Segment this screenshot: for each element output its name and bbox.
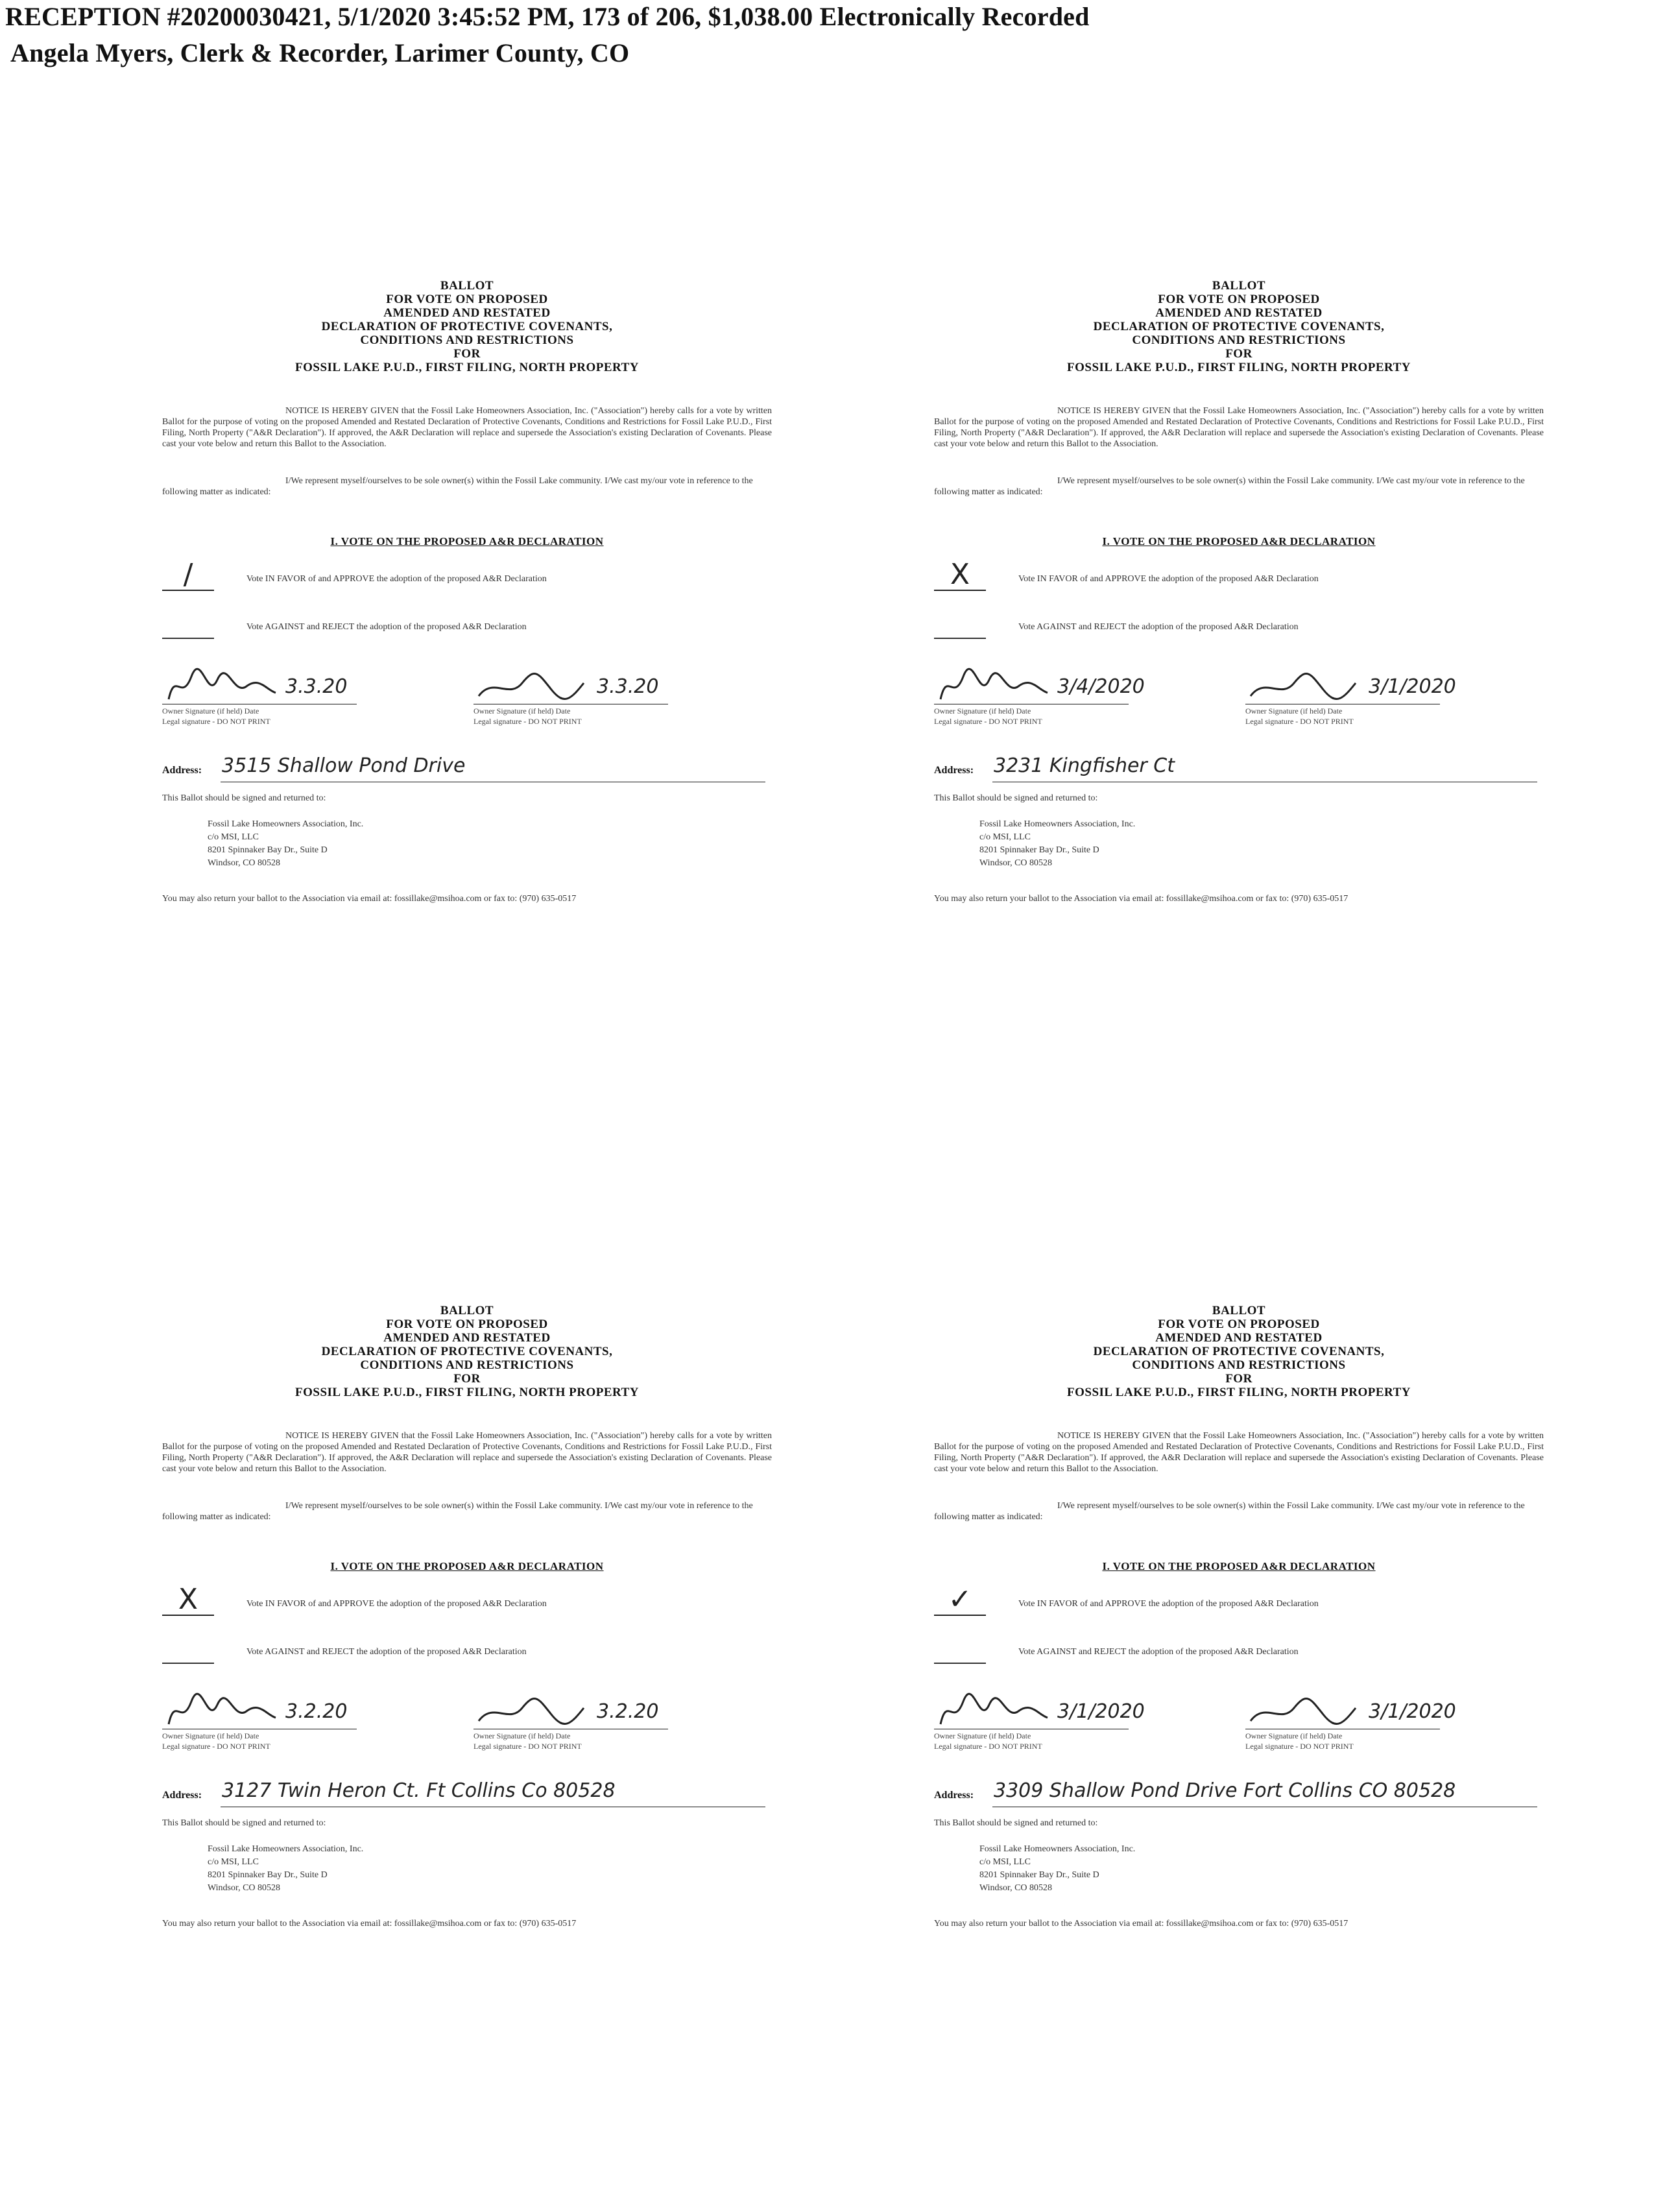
ballot-title-line: CONDITIONS AND RESTRICTIONS	[360, 1358, 574, 1372]
ballot-title-line: FOSSIL LAKE P.U.D., FIRST FILING, NORTH PROPERTY	[295, 361, 639, 374]
signature-block-1[interactable]	[162, 1689, 357, 1760]
section-heading: I. VOTE ON THE PROPOSED A&R DECLARATION	[1102, 1560, 1376, 1572]
signature-block-2[interactable]	[1245, 1689, 1456, 1760]
vote-favor-row[interactable]	[934, 557, 1544, 596]
legal-caption: Legal signature - DO NOT PRINT	[473, 1742, 582, 1751]
ballot-title-line: FOR	[453, 347, 481, 361]
ballot-title-line: DECLARATION OF PROTECTIVE COVENANTS,	[1093, 1345, 1385, 1358]
vote-favor-row[interactable]	[162, 557, 772, 596]
email-fax-note: You may also return your ballot to the Association via email at: fossillake@msihoa.com or fax to: (970) 635-0517	[162, 894, 577, 904]
association-address-line: c/o MSI, LLC	[208, 832, 259, 842]
signature-block-1[interactable]	[934, 1689, 1145, 1760]
signature-block-1[interactable]	[934, 664, 1145, 735]
vote-against-label: Vote AGAINST and REJECT the adoption of the proposed A&R Declaration	[246, 622, 527, 632]
ballot-title-line: FOR	[1225, 1372, 1252, 1386]
address-row[interactable]	[162, 1779, 772, 1812]
ballot-title-line: FOR VOTE ON PROPOSED	[1158, 293, 1320, 306]
signature-date: 3.3.20	[597, 675, 659, 698]
legal-caption: Legal signature - DO NOT PRINT	[162, 717, 270, 726]
signature-row	[934, 664, 1544, 748]
ballot-3	[162, 1304, 772, 2050]
signature-date: 3/1/2020	[1369, 1700, 1456, 1723]
vote-favor-label: Vote IN FAVOR of and APPROVE the adoption of the proposed A&R Declaration	[246, 574, 547, 584]
vote-favor-mark[interactable]: X	[162, 1585, 214, 1616]
ballot-title-line: FOR VOTE ON PROPOSED	[386, 1317, 548, 1331]
signature-row	[162, 1689, 772, 1773]
email-fax-note: You may also return your ballot to the Association via email at: fossillake@msihoa.com or fax to: (970) 635-0517	[934, 894, 1348, 904]
return-instructions: This Ballot should be signed and returned to:	[934, 1818, 1098, 1828]
association-address-line: Fossil Lake Homeowners Association, Inc.	[208, 1844, 364, 1854]
email-fax-note: You may also return your ballot to the Association via email at: fossillake@msihoa.com or fax to: (970) 635-0517	[934, 1919, 1348, 1929]
signature-date: 3/1/2020	[1369, 675, 1456, 698]
association-address	[979, 1843, 1544, 1895]
address-value[interactable]: 3515 Shallow Pond Drive	[222, 754, 466, 777]
association-address-line: Fossil Lake Homeowners Association, Inc.	[208, 819, 364, 829]
address-label: Address:	[934, 1790, 974, 1801]
address-row[interactable]	[934, 754, 1544, 787]
ballot-title-line: FOSSIL LAKE P.U.D., FIRST FILING, NORTH PROPERTY	[1067, 1386, 1411, 1399]
legal-caption: Legal signature - DO NOT PRINT	[1245, 717, 1354, 726]
association-address-line: 8201 Spinnaker Bay Dr., Suite D	[979, 845, 1099, 855]
ballot-title-line: AMENDED AND RESTATED	[383, 306, 551, 320]
ballot-title-line: CONDITIONS AND RESTRICTIONS	[1132, 333, 1346, 347]
section-heading: I. VOTE ON THE PROPOSED A&R DECLARATION	[330, 1560, 604, 1572]
ballot-title	[162, 1304, 772, 1399]
association-address-line: 8201 Spinnaker Bay Dr., Suite D	[208, 845, 328, 855]
address-row[interactable]	[934, 1779, 1544, 1812]
association-address-line: c/o MSI, LLC	[979, 832, 1031, 842]
signature-block-1[interactable]	[162, 664, 357, 735]
vote-favor-row[interactable]	[162, 1582, 772, 1621]
signature-block-2[interactable]	[1245, 664, 1456, 735]
vote-favor-row[interactable]	[934, 1582, 1544, 1621]
vote-favor-mark[interactable]: X	[934, 560, 986, 591]
address-label: Address:	[934, 765, 974, 776]
ballot-title-line: BALLOT	[1212, 279, 1266, 293]
owner-caption: Owner Signature (if held) Date	[473, 1731, 571, 1740]
signature-date: 3.2.20	[285, 1700, 348, 1723]
vote-favor-label: Vote IN FAVOR of and APPROVE the adoption of the proposed A&R Declaration	[1018, 574, 1319, 584]
signature-date: 3/1/2020	[1057, 1700, 1145, 1723]
vote-against-mark[interactable]	[162, 608, 214, 639]
association-address-line: Windsor, CO 80528	[208, 1883, 281, 1893]
vote-favor-label: Vote IN FAVOR of and APPROVE the adoption of the proposed A&R Declaration	[1018, 1599, 1319, 1609]
ballot-title	[934, 279, 1544, 374]
vote-against-label: Vote AGAINST and REJECT the adoption of the proposed A&R Declaration	[1018, 622, 1299, 632]
ballot-title-line: AMENDED AND RESTATED	[383, 1331, 551, 1345]
ballot-title-line: DECLARATION OF PROTECTIVE COVENANTS,	[321, 1345, 613, 1358]
association-address	[208, 818, 772, 870]
association-address-line: 8201 Spinnaker Bay Dr., Suite D	[979, 1870, 1099, 1880]
vote-against-label: Vote AGAINST and REJECT the adoption of the proposed A&R Declaration	[246, 1647, 527, 1657]
return-instructions: This Ballot should be signed and returned to:	[162, 1818, 326, 1828]
association-address-line: Windsor, CO 80528	[979, 858, 1053, 868]
vote-against-row[interactable]	[934, 605, 1544, 644]
vote-favor-mark[interactable]: /	[162, 560, 214, 591]
ballot-title-line: FOR	[1225, 347, 1252, 361]
ballot-title-line: BALLOT	[440, 1304, 494, 1317]
owner-caption: Owner Signature (if held) Date	[1245, 1731, 1343, 1740]
ballot-title-line: DECLARATION OF PROTECTIVE COVENANTS,	[321, 320, 613, 333]
vote-against-mark[interactable]	[934, 1633, 986, 1664]
representation-paragraph: I/We represent myself/ourselves to be sole owner(s) within the Fossil Lake community. I/We cast my/our vote in reference to the following matter as indicated:	[162, 1501, 753, 1522]
signature-block-2[interactable]	[473, 1689, 668, 1760]
association-address-line: Fossil Lake Homeowners Association, Inc.	[979, 1844, 1136, 1854]
vote-against-row[interactable]	[934, 1630, 1544, 1669]
ballot-title-line: FOR VOTE ON PROPOSED	[386, 293, 548, 306]
section-heading: I. VOTE ON THE PROPOSED A&R DECLARATION	[1102, 535, 1376, 547]
association-address-line: Fossil Lake Homeowners Association, Inc.	[979, 819, 1136, 829]
representation-paragraph: I/We represent myself/ourselves to be sole owner(s) within the Fossil Lake community. I/We cast my/our vote in reference to the following matter as indicated:	[162, 476, 753, 497]
owner-caption: Owner Signature (if held) Date	[162, 1731, 259, 1740]
signature-date: 3.3.20	[285, 675, 348, 698]
address-value[interactable]: 3231 Kingfisher Ct	[994, 754, 1175, 777]
recording-header: RECEPTION #20200030421, 5/1/2020 3:45:52 PM, 173 of 206, $1,038.00 Electronically Recorded	[5, 2, 1090, 31]
ballot-title-line: BALLOT	[440, 279, 494, 293]
owner-caption: Owner Signature (if held) Date	[934, 706, 1031, 715]
vote-against-row[interactable]	[162, 605, 772, 644]
ballot-2	[934, 279, 1544, 1025]
notice-paragraph: NOTICE IS HEREBY GIVEN that the Fossil Lake Homeowners Association, Inc. ("Association") hereby calls for a vote by written Ballot for the purpose of voting on the proposed Amended and Restated Declaration of Protective Covenants, Conditions and Restrictions for Fossil Lake P.U.D., First Filing, North Property ("A&R Declaration"). If approved, the A&R Declaration will replace and supersede the Association's existing Declaration of Covenants. Please cast your vote below and return this Ballot to the Association.	[934, 1431, 1544, 1474]
ballot-title-line: FOR VOTE ON PROPOSED	[1158, 1317, 1320, 1331]
address-label: Address:	[162, 1790, 202, 1801]
legal-caption: Legal signature - DO NOT PRINT	[934, 1742, 1042, 1751]
ballot-title	[934, 1304, 1544, 1399]
signature-row	[162, 664, 772, 748]
ballot-title-line: AMENDED AND RESTATED	[1155, 1331, 1323, 1345]
legal-caption: Legal signature - DO NOT PRINT	[473, 717, 582, 726]
association-address	[208, 1843, 772, 1895]
owner-caption: Owner Signature (if held) Date	[934, 1731, 1031, 1740]
ballot-title-line: CONDITIONS AND RESTRICTIONS	[1132, 1358, 1346, 1372]
address-value[interactable]: 3127 Twin Heron Ct. Ft Collins Co 80528	[222, 1779, 616, 1802]
ballot-title-line: BALLOT	[1212, 1304, 1266, 1317]
association-address-line: c/o MSI, LLC	[979, 1857, 1031, 1867]
notice-paragraph: NOTICE IS HEREBY GIVEN that the Fossil Lake Homeowners Association, Inc. ("Association") hereby calls for a vote by written Ballot for the purpose of voting on the proposed Amended and Restated Declaration of Protective Covenants, Conditions and Restrictions for Fossil Lake P.U.D., First Filing, North Property ("A&R Declaration"). If approved, the A&R Declaration will replace and supersede the Association's existing Declaration of Covenants. Please cast your vote below and return this Ballot to the Association.	[162, 1431, 772, 1474]
vote-against-row[interactable]	[162, 1630, 772, 1669]
ballot-1	[162, 279, 772, 1025]
ballot-title-line: FOSSIL LAKE P.U.D., FIRST FILING, NORTH PROPERTY	[1067, 361, 1411, 374]
ballot-title-line: DECLARATION OF PROTECTIVE COVENANTS,	[1093, 320, 1385, 333]
notice-paragraph: NOTICE IS HEREBY GIVEN that the Fossil Lake Homeowners Association, Inc. ("Association") hereby calls for a vote by written Ballot for the purpose of voting on the proposed Amended and Restated Declaration of Protective Covenants, Conditions and Restrictions for Fossil Lake P.U.D., First Filing, North Property ("A&R Declaration"). If approved, the A&R Declaration will replace and supersede the Association's existing Declaration of Covenants. Please cast your vote below and return this Ballot to the Association.	[934, 406, 1544, 449]
representation-paragraph: I/We represent myself/ourselves to be sole owner(s) within the Fossil Lake community. I/We cast my/our vote in reference to the following matter as indicated:	[934, 1501, 1525, 1522]
notice-paragraph: NOTICE IS HEREBY GIVEN that the Fossil Lake Homeowners Association, Inc. ("Association") hereby calls for a vote by written Ballot for the purpose of voting on the proposed Amended and Restated Declaration of Protective Covenants, Conditions and Restrictions for Fossil Lake P.U.D., First Filing, North Property ("A&R Declaration"). If approved, the A&R Declaration will replace and supersede the Association's existing Declaration of Covenants. Please cast your vote below and return this Ballot to the Association.	[162, 406, 772, 449]
ballot-4	[934, 1304, 1544, 2050]
association-address-line: Windsor, CO 80528	[208, 858, 281, 868]
owner-caption: Owner Signature (if held) Date	[162, 706, 259, 715]
legal-caption: Legal signature - DO NOT PRINT	[162, 1742, 270, 1751]
return-instructions: This Ballot should be signed and returned to:	[162, 793, 326, 803]
recorder-name: Angela Myers, Clerk & Recorder, Larimer County, CO	[10, 38, 630, 67]
return-instructions: This Ballot should be signed and returned to:	[934, 793, 1098, 803]
association-address-line: Windsor, CO 80528	[979, 1883, 1053, 1893]
email-fax-note: You may also return your ballot to the Association via email at: fossillake@msihoa.com or fax to: (970) 635-0517	[162, 1919, 577, 1929]
address-label: Address:	[162, 765, 202, 776]
ballot-title-line: FOR	[453, 1372, 481, 1386]
association-address-line: 8201 Spinnaker Bay Dr., Suite D	[208, 1870, 328, 1880]
representation-paragraph: I/We represent myself/ourselves to be sole owner(s) within the Fossil Lake community. I/We cast my/our vote in reference to the following matter as indicated:	[934, 476, 1525, 497]
signature-row	[934, 1689, 1544, 1773]
signature-date: 3/4/2020	[1057, 675, 1145, 698]
association-address	[979, 818, 1544, 870]
legal-caption: Legal signature - DO NOT PRINT	[1245, 1742, 1354, 1751]
owner-caption: Owner Signature (if held) Date	[473, 706, 571, 715]
vote-against-label: Vote AGAINST and REJECT the adoption of the proposed A&R Declaration	[1018, 1647, 1299, 1657]
vote-favor-label: Vote IN FAVOR of and APPROVE the adoption of the proposed A&R Declaration	[246, 1599, 547, 1609]
signature-block-2[interactable]	[473, 664, 668, 735]
address-value[interactable]: 3309 Shallow Pond Drive Fort Collins CO 80528	[994, 1779, 1456, 1802]
ballot-title-line: CONDITIONS AND RESTRICTIONS	[360, 333, 574, 347]
section-heading: I. VOTE ON THE PROPOSED A&R DECLARATION	[330, 535, 604, 547]
vote-favor-mark[interactable]: ✓	[934, 1585, 986, 1616]
ballot-title-line: AMENDED AND RESTATED	[1155, 306, 1323, 320]
ballot-title-line: FOSSIL LAKE P.U.D., FIRST FILING, NORTH PROPERTY	[295, 1386, 639, 1399]
legal-caption: Legal signature - DO NOT PRINT	[934, 717, 1042, 726]
vote-against-mark[interactable]	[934, 608, 986, 639]
owner-caption: Owner Signature (if held) Date	[1245, 706, 1343, 715]
signature-date: 3.2.20	[597, 1700, 659, 1723]
association-address-line: c/o MSI, LLC	[208, 1857, 259, 1867]
vote-against-mark[interactable]	[162, 1633, 214, 1664]
address-row[interactable]	[162, 754, 772, 787]
ballot-title	[162, 279, 772, 374]
